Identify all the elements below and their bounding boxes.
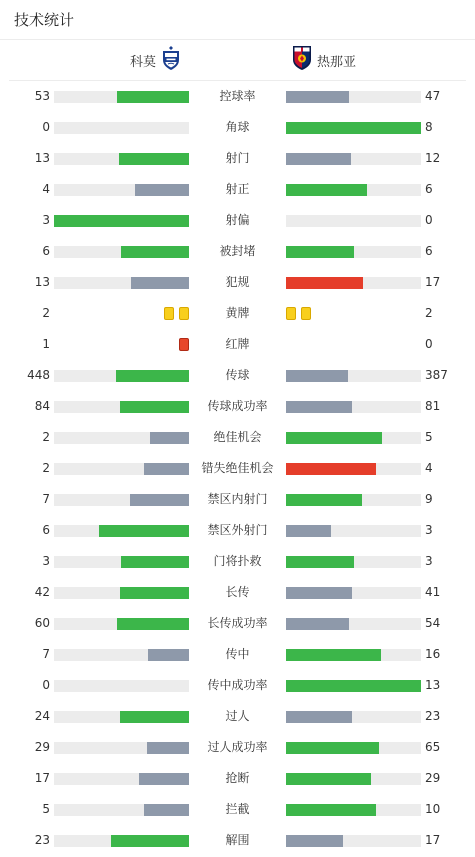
away-bar-track	[286, 122, 421, 134]
home-bar-track	[54, 773, 189, 785]
home-bar-fill	[99, 525, 189, 537]
stat-label: 禁区外射门	[207, 523, 268, 537]
away-bar-track	[286, 153, 421, 165]
stat-label: 长传成功率	[207, 616, 268, 630]
away-value: 54	[425, 616, 441, 630]
stat-label: 红牌	[225, 337, 250, 351]
home-value: 24	[34, 709, 50, 723]
home-value: 5	[42, 802, 50, 816]
away-value: 23	[425, 709, 441, 723]
stat-row[interactable]	[0, 825, 475, 856]
stat-label: 门将扑救	[213, 554, 262, 568]
stat-label: 拦截	[225, 802, 250, 816]
stat-label: 解围	[225, 833, 250, 847]
stat-row[interactable]	[0, 298, 475, 329]
home-bar-track	[54, 618, 189, 630]
home-bar-track	[54, 277, 189, 289]
stat-label: 角球	[225, 120, 250, 134]
stat-row[interactable]	[0, 112, 475, 143]
yellow-card-icon	[164, 307, 174, 320]
home-bar-track	[54, 556, 189, 568]
away-bar-track	[286, 432, 421, 444]
teams-header	[9, 40, 466, 81]
home-value: 17	[34, 771, 50, 785]
home-value: 2	[42, 461, 50, 475]
home-bar-track	[54, 649, 189, 661]
stat-label: 过人	[225, 709, 250, 723]
home-bar-fill	[117, 618, 189, 630]
stat-label: 抢断	[225, 771, 250, 785]
home-value: 2	[42, 306, 50, 320]
away-team-name: 热那亚	[317, 54, 357, 70]
away-value: 65	[425, 740, 441, 754]
home-value: 84	[34, 399, 50, 413]
stat-row[interactable]	[0, 205, 475, 236]
stat-label: 错失绝佳机会	[201, 461, 274, 475]
home-bar-fill	[139, 773, 189, 785]
away-bar-track	[286, 804, 421, 816]
home-bar-fill	[120, 711, 189, 723]
home-bar-track	[54, 215, 189, 227]
stat-row[interactable]	[0, 732, 475, 763]
home-value: 13	[34, 151, 50, 165]
home-value: 0	[42, 120, 50, 134]
yellow-card-icon	[286, 307, 296, 320]
stat-row[interactable]	[0, 453, 475, 484]
home-team-name: 科莫	[129, 54, 156, 70]
away-bar-track	[286, 494, 421, 506]
home-bar-fill	[116, 370, 189, 382]
away-value: 10	[425, 802, 441, 816]
home-bar-track	[54, 246, 189, 258]
stat-label: 绝佳机会	[213, 430, 262, 444]
stat-label: 传中成功率	[207, 678, 268, 692]
home-value: 4	[42, 182, 50, 196]
stat-row[interactable]	[0, 360, 475, 391]
away-bar-track	[286, 463, 421, 475]
away-value: 3	[425, 554, 433, 568]
home-bar-fill	[121, 556, 189, 568]
away-bar-track	[286, 525, 421, 537]
home-bar-fill	[150, 432, 189, 444]
stat-row[interactable]	[0, 422, 475, 453]
stat-row[interactable]	[0, 174, 475, 205]
home-bar-fill	[131, 277, 189, 289]
home-bar-track	[54, 370, 189, 382]
away-bar-fill	[286, 649, 381, 661]
home-cards	[164, 307, 189, 320]
stat-label: 射偏	[225, 213, 250, 227]
away-bar-fill	[286, 618, 349, 630]
home-bar-track	[54, 494, 189, 506]
home-bar-track	[54, 680, 189, 692]
away-value: 8	[425, 120, 433, 134]
away-value: 9	[425, 492, 433, 506]
home-bar-fill	[144, 463, 189, 475]
stat-label: 传球	[225, 368, 250, 382]
stat-label: 长传	[225, 585, 250, 599]
home-value: 3	[42, 554, 50, 568]
away-bar-fill	[286, 804, 376, 816]
away-bar-fill	[286, 401, 352, 413]
away-value: 2	[425, 306, 433, 320]
stat-label: 射正	[225, 182, 250, 196]
away-value: 4	[425, 461, 433, 475]
genoa-crest-icon	[291, 45, 313, 75]
page-title: 技术统计	[0, 0, 475, 40]
stat-row[interactable]	[0, 701, 475, 732]
stat-label: 传球成功率	[207, 399, 268, 413]
away-bar-track	[286, 649, 421, 661]
away-bar-track	[286, 773, 421, 785]
home-value: 6	[42, 244, 50, 258]
away-value: 29	[425, 771, 441, 785]
away-bar-fill	[286, 246, 354, 258]
stat-label: 黄牌	[225, 306, 250, 320]
home-value: 7	[42, 647, 50, 661]
stat-label: 过人成功率	[207, 740, 268, 754]
away-bar-fill	[286, 835, 343, 847]
stat-row[interactable]	[0, 391, 475, 422]
home-value: 2	[42, 430, 50, 444]
stat-label: 控球率	[219, 89, 256, 103]
away-value: 41	[425, 585, 441, 599]
home-bar-track	[54, 401, 189, 413]
home-bar-fill	[117, 91, 189, 103]
away-value: 12	[425, 151, 441, 165]
away-bar-fill	[286, 587, 352, 599]
away-bar-fill	[286, 680, 421, 692]
stat-label: 射门	[225, 151, 250, 165]
home-bar-fill	[119, 153, 189, 165]
yellow-card-icon	[179, 307, 189, 320]
home-cards	[179, 338, 189, 351]
away-bar-track	[286, 587, 421, 599]
away-bar-fill	[286, 370, 348, 382]
away-bar-fill	[286, 184, 367, 196]
home-bar-track	[54, 122, 189, 134]
home-bar-fill	[111, 835, 189, 847]
away-bar-fill	[286, 525, 331, 537]
home-bar-fill	[120, 401, 189, 413]
away-bar-fill	[286, 277, 363, 289]
home-value: 3	[42, 213, 50, 227]
away-bar-track	[286, 618, 421, 630]
home-bar-fill	[135, 184, 189, 196]
home-bar-track	[54, 711, 189, 723]
home-value: 23	[34, 833, 50, 847]
away-bar-fill	[286, 122, 421, 134]
home-bar-track	[54, 184, 189, 196]
away-bar-track	[286, 277, 421, 289]
stat-label: 犯规	[225, 275, 250, 289]
stat-row[interactable]	[0, 236, 475, 267]
home-bar-track	[54, 432, 189, 444]
away-bar-track	[286, 184, 421, 196]
away-bar-fill	[286, 711, 352, 723]
away-bar-track	[286, 401, 421, 413]
away-bar-fill	[286, 556, 354, 568]
home-bar-fill	[148, 649, 189, 661]
away-bar-fill	[286, 494, 362, 506]
red-card-icon	[179, 338, 189, 351]
away-value: 6	[425, 244, 433, 258]
home-value: 42	[34, 585, 50, 599]
away-bar-track	[286, 680, 421, 692]
away-value: 387	[425, 368, 448, 382]
stat-row[interactable]	[0, 577, 475, 608]
away-cards	[286, 307, 311, 320]
stat-row[interactable]	[0, 143, 475, 174]
away-bar-track	[286, 246, 421, 258]
home-value: 7	[42, 492, 50, 506]
stat-row[interactable]	[0, 81, 475, 112]
home-bar-track	[54, 835, 189, 847]
away-value: 17	[425, 833, 441, 847]
home-value: 53	[34, 89, 50, 103]
yellow-card-icon	[301, 307, 311, 320]
stats-list	[0, 81, 475, 856]
home-bar-fill	[144, 804, 189, 816]
away-bar-track	[286, 370, 421, 382]
away-bar-fill	[286, 432, 382, 444]
home-value: 13	[34, 275, 50, 289]
home-bar-fill	[120, 587, 189, 599]
away-value: 3	[425, 523, 433, 537]
home-bar-track	[54, 742, 189, 754]
home-value: 29	[34, 740, 50, 754]
stat-row[interactable]	[0, 329, 475, 360]
home-value: 60	[34, 616, 50, 630]
home-bar-track	[54, 587, 189, 599]
stat-row[interactable]	[0, 546, 475, 577]
home-bar-track	[54, 91, 189, 103]
home-value: 0	[42, 678, 50, 692]
home-bar-track	[54, 525, 189, 537]
stat-row[interactable]	[0, 608, 475, 639]
stat-label: 被封堵	[219, 244, 256, 258]
home-team[interactable]	[130, 40, 182, 80]
stat-row[interactable]	[0, 639, 475, 670]
away-value: 0	[425, 213, 433, 227]
away-value: 5	[425, 430, 433, 444]
home-value: 448	[27, 368, 50, 382]
away-value: 17	[425, 275, 441, 289]
away-bar-fill	[286, 773, 371, 785]
away-bar-track	[286, 742, 421, 754]
home-bar-track	[54, 804, 189, 816]
home-bar-track	[54, 463, 189, 475]
away-bar-track	[286, 91, 421, 103]
home-bar-fill	[130, 494, 189, 506]
home-value: 1	[42, 337, 50, 351]
stat-row[interactable]	[0, 670, 475, 701]
away-value: 16	[425, 647, 441, 661]
away-value: 81	[425, 399, 441, 413]
away-bar-fill	[286, 153, 351, 165]
home-bar-fill	[147, 742, 189, 754]
stat-row[interactable]	[0, 484, 475, 515]
away-value: 0	[425, 337, 433, 351]
stat-row[interactable]	[0, 794, 475, 825]
away-value: 47	[425, 89, 441, 103]
home-bar-track	[54, 153, 189, 165]
stat-row[interactable]	[0, 515, 475, 546]
away-value: 13	[425, 678, 441, 692]
home-bar-fill	[121, 246, 189, 258]
stat-label: 传中	[225, 647, 250, 661]
como-crest-icon	[160, 45, 182, 75]
stat-row[interactable]	[0, 267, 475, 298]
away-bar-track	[286, 835, 421, 847]
away-bar-fill	[286, 742, 379, 754]
stat-label: 禁区内射门	[207, 492, 268, 506]
away-bar-track	[286, 215, 421, 227]
away-bar-track	[286, 711, 421, 723]
away-bar-fill	[286, 463, 376, 475]
away-team[interactable]	[291, 40, 356, 80]
away-value: 6	[425, 182, 433, 196]
home-value: 6	[42, 523, 50, 537]
away-bar-track	[286, 556, 421, 568]
stat-row[interactable]	[0, 763, 475, 794]
away-bar-fill	[286, 91, 349, 103]
home-bar-fill	[54, 215, 189, 227]
